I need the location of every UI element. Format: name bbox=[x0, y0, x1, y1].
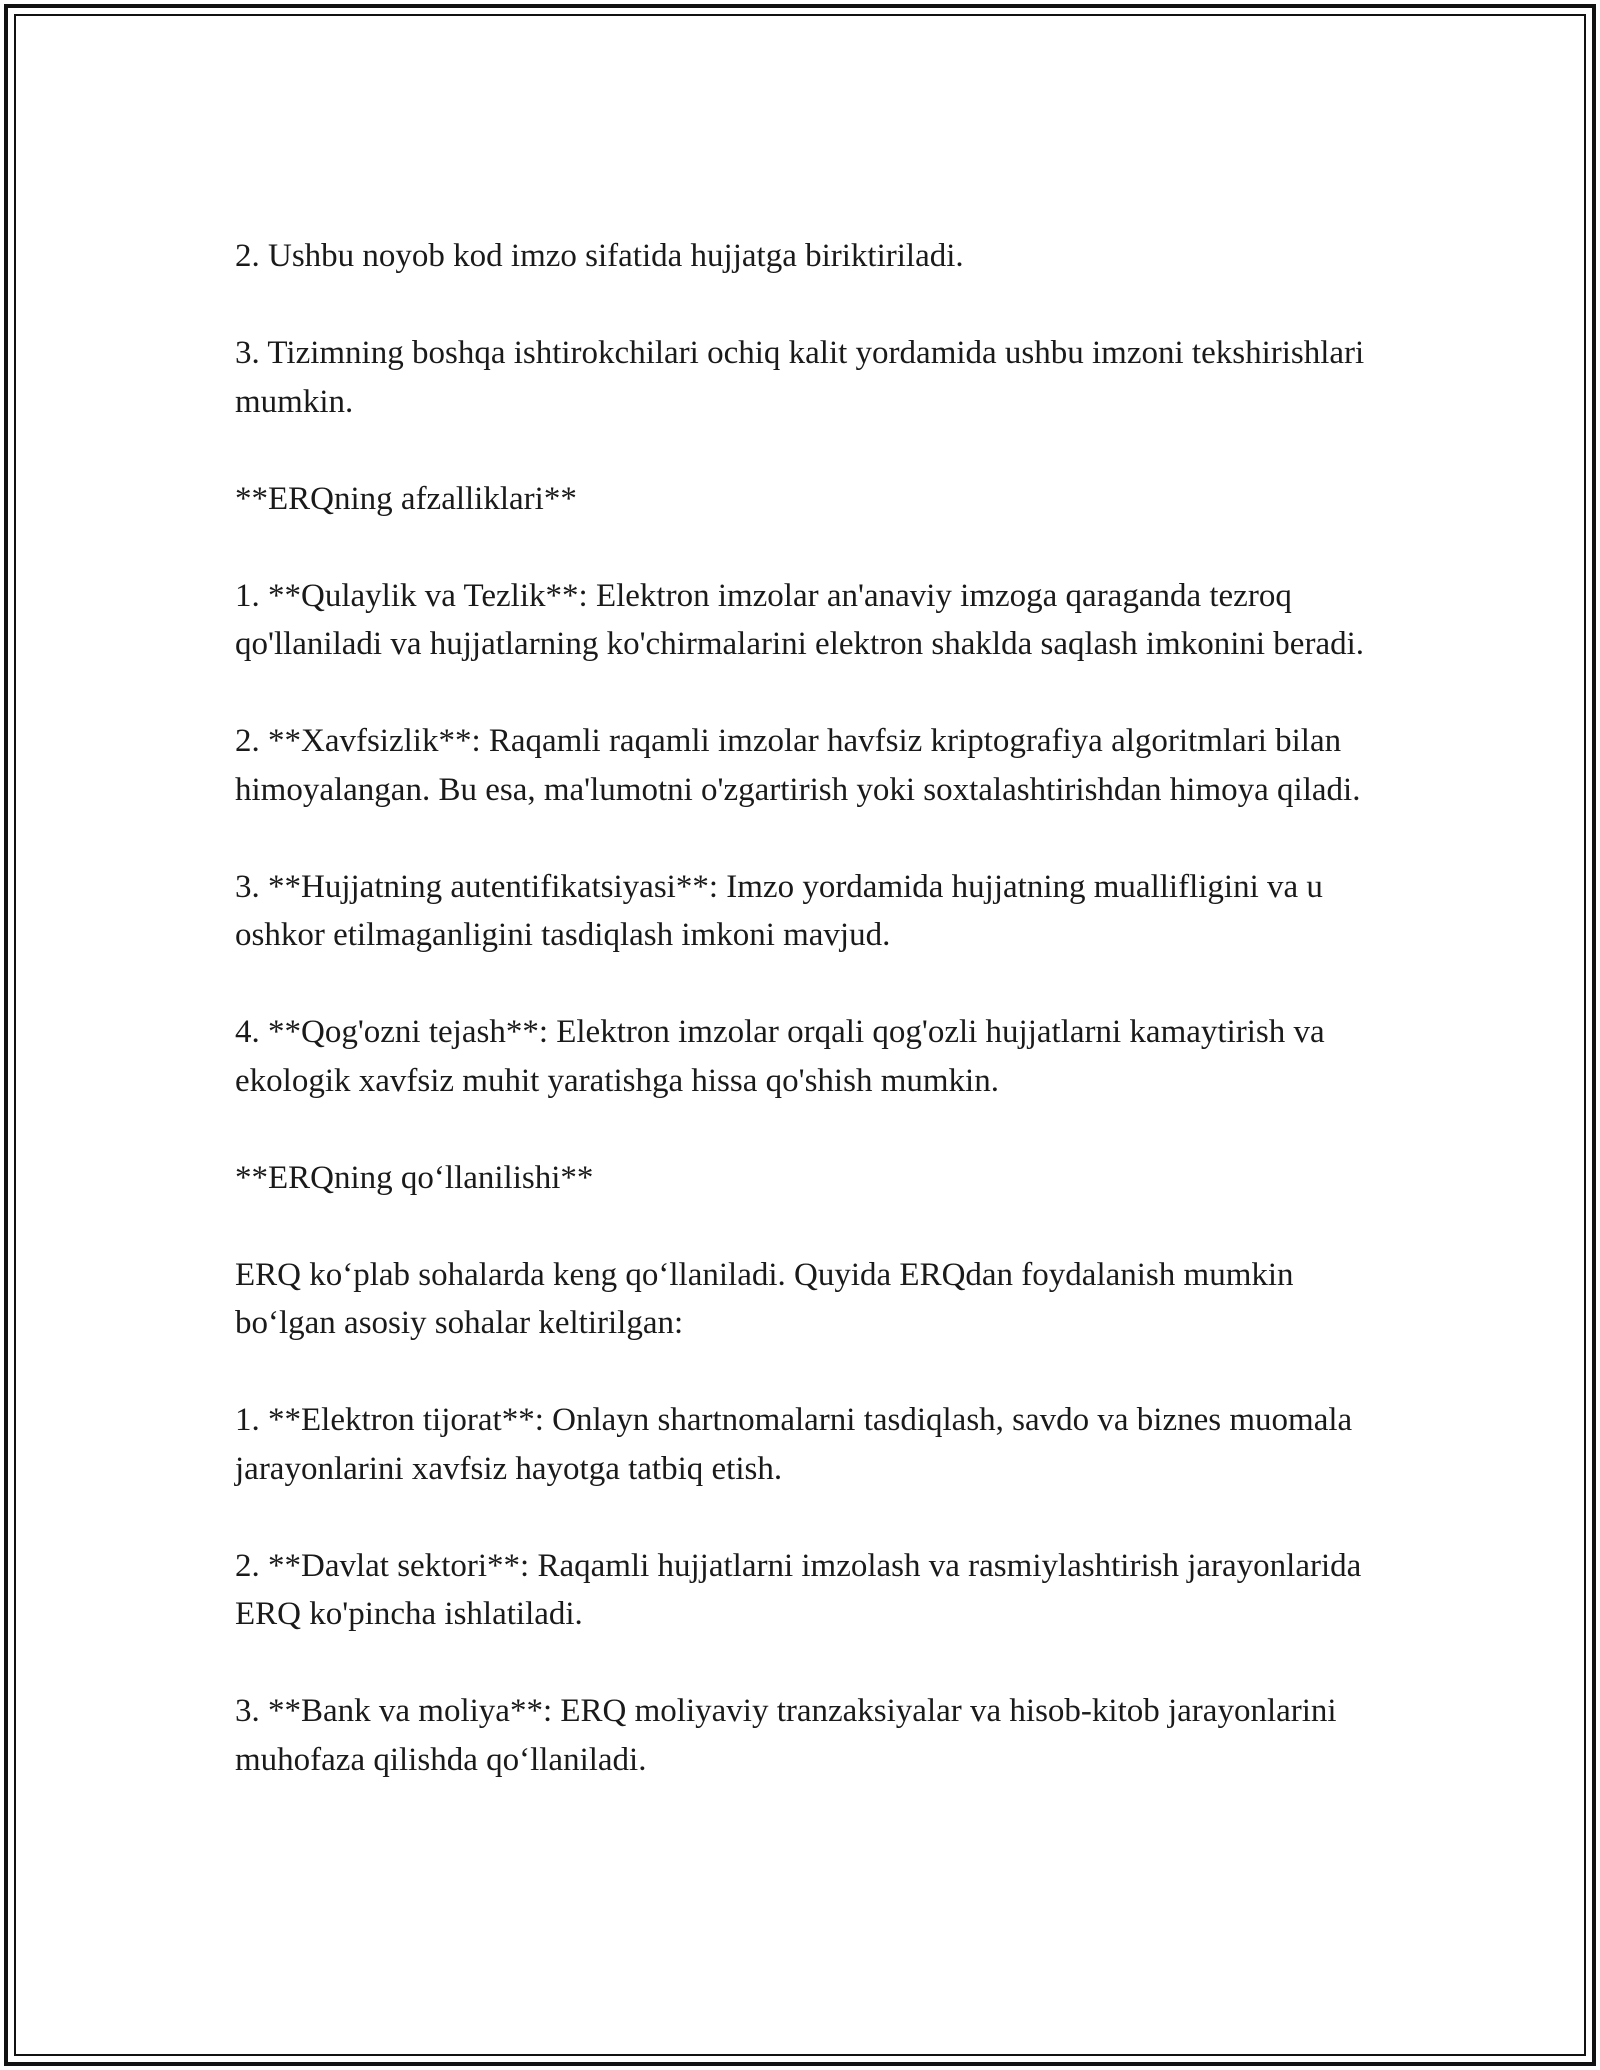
list-item-e-commerce: 1. **Elektron tijorat**: Onlayn shartnomalarni tasdiqlash, savdo va biznes muomala jarayonlarini xavfsiz hayotga tatbiq etish. bbox=[235, 1402, 1353, 1487]
section-heading-advantages: **ERQning afzalliklari** bbox=[235, 480, 577, 517]
intro-paragraph-usage: ERQ ko‘plab sohalarda keng qo‘llaniladi. Quyida ERQdan foydalanish mumkin bo‘lgan asosiy sohalar keltirilgan: bbox=[235, 1256, 1294, 1341]
list-item-convenience-speed: 1. **Qulaylik va Tezlik**: Elektron imzolar an'anaviy imzoga qaraganda tezroq qo'llaniladi va hujjatlarning ko'chirmalarini elektron shaklda saqlash imkonini beradi. bbox=[235, 577, 1365, 662]
list-item-authentication: 3. **Hujjatning autentifikatsiyasi**: Imzo yordamida hujjatning muallifligini va u oshkor etilmaganligini tasdiqlash imkoni mavjud. bbox=[235, 868, 1323, 953]
document-body bbox=[235, 232, 1375, 1784]
list-item-paper-saving: 4. **Qog'ozni tejash**: Elektron imzolar orqali qog'ozli hujjatlarni kamaytirish va ekologik xavfsiz muhit yaratishga hissa qo'shish mumkin. bbox=[235, 1014, 1325, 1099]
list-item-government-sector: 2. **Davlat sektori**: Raqamli hujjatlarni imzolash va rasmiylashtirish jarayonlarida ERQ ko'pincha ishlatiladi. bbox=[235, 1547, 1362, 1632]
list-item-security: 2. **Xavfsizlik**: Raqamli raqamli imzolar havfsiz kriptografiya algoritmlari bilan himoyalangan. Bu esa, ma'lumotni o'zgartirish yoki soxtalashtirishdan himoya qiladi. bbox=[235, 723, 1361, 808]
list-item-public-key-verification: 3. Tizimning boshqa ishtirokchilari ochiq kalit yordamida ushbu imzoni tekshirishlari mumkin. bbox=[235, 335, 1365, 420]
section-heading-usage: **ERQning qo‘llanilishi** bbox=[235, 1159, 594, 1196]
list-item-banking-finance: 3. **Bank va moliya**: ERQ moliyaviy tranzaksiyalar va hisob-kitob jarayonlarini muhofaza qilishda qo‘llaniladi. bbox=[235, 1693, 1337, 1778]
list-item-signature-attached: 2. Ushbu noyob kod imzo sifatida hujjatga biriktiriladi. bbox=[235, 238, 964, 274]
